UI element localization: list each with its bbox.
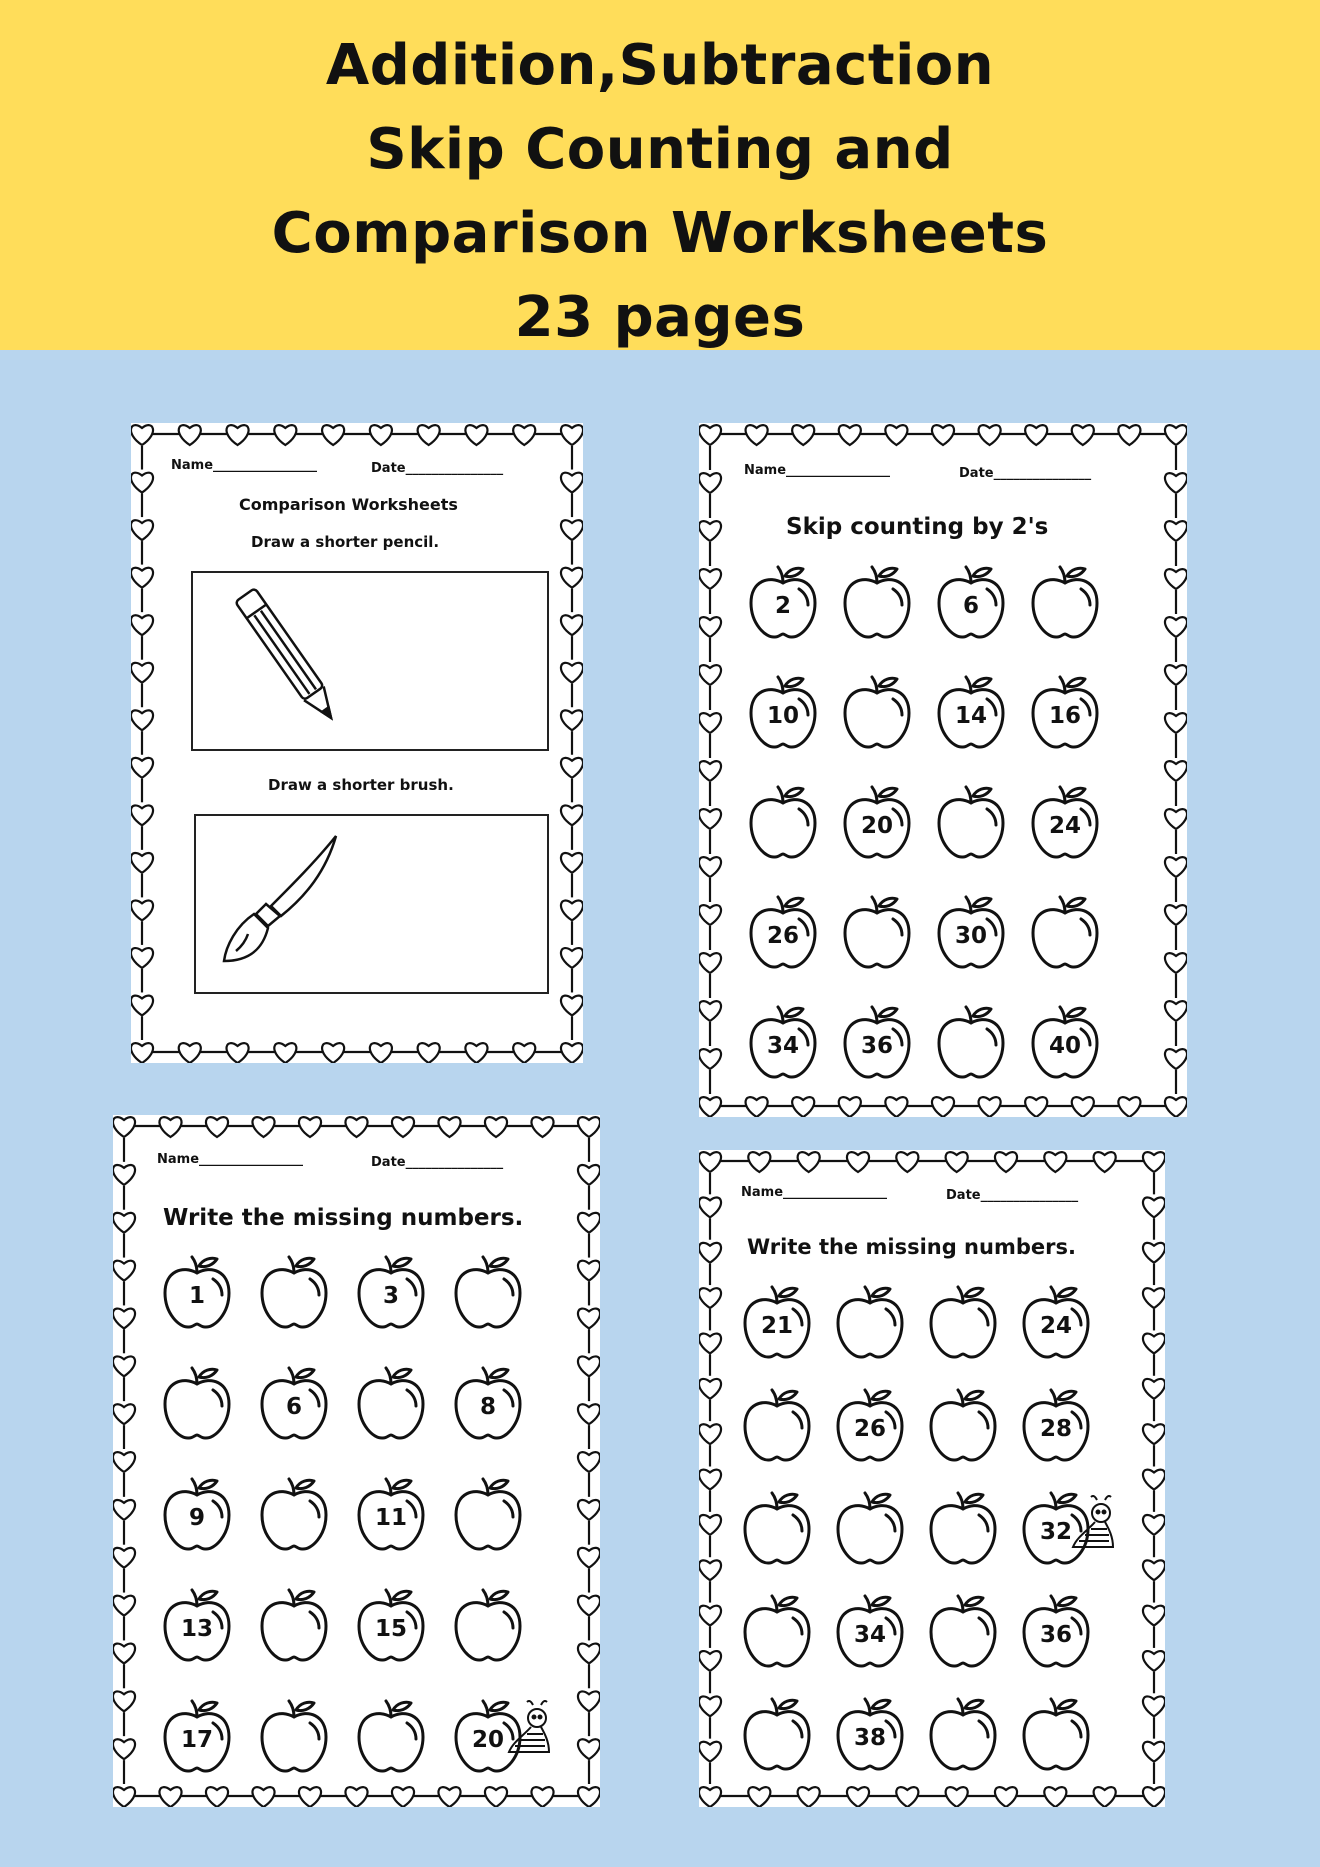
apple-number-cell[interactable] [927,1489,999,1567]
apple-number: 13 [180,1616,213,1642]
apple-number: 30 [954,923,987,949]
apple-number-cell[interactable] [355,1364,427,1442]
apple-number: 26 [766,923,799,949]
apple-number-cell[interactable] [1029,893,1101,971]
apple-icon [841,673,913,751]
apple-number: 36 [860,1033,893,1059]
apple-number-cell [834,1386,906,1464]
apple-icon [927,1489,999,1567]
apple-icon [1029,893,1101,971]
banner-line-1: Addition,Subtraction [325,33,995,98]
worksheet-title: Write the missing numbers. [163,1205,524,1231]
apple-number-cell [161,1697,233,1775]
date-label: Date_______________ [371,461,504,476]
apple-number-cell [747,563,819,641]
name-label: Name________________ [157,1152,304,1167]
apple-number-cell[interactable] [927,1592,999,1670]
apple-number: 1 [188,1283,205,1309]
worm-icon [1069,1495,1119,1559]
apple-number: 14 [954,703,987,729]
apple-number-cell[interactable] [741,1386,813,1464]
apple-number: 24 [1039,1313,1072,1339]
apple-number-cell [1029,673,1101,751]
date-label: Date_______________ [946,1188,1079,1203]
apple-number: 9 [188,1505,205,1531]
apple-icon [741,1386,813,1464]
apple-number-cell [747,673,819,751]
apple-icon [747,783,819,861]
apple-number-cell[interactable] [258,1475,330,1553]
apple-number-cell [1020,1386,1092,1464]
apple-icon [1029,563,1101,641]
apple-number-cell [747,893,819,971]
apple-number-cell [355,1253,427,1331]
apple-number: 36 [1039,1622,1072,1648]
apple-number: 3 [382,1283,399,1309]
apple-number-cell[interactable] [258,1586,330,1664]
apple-icon [258,1697,330,1775]
apple-number-cell[interactable] [741,1695,813,1773]
apple-number: 6 [962,593,979,619]
apple-icon [927,1283,999,1361]
apple-icon [741,1489,813,1567]
banner-line-4: 23 pages [514,285,806,350]
apple-number-cell[interactable] [935,1003,1007,1081]
apple-number-cell [1020,1592,1092,1670]
brush-drawing-box[interactable] [194,814,549,994]
apple-number-cell[interactable] [741,1592,813,1670]
missing-numbers-worksheet-2 [699,1150,1165,1807]
apple-icon [452,1475,524,1553]
apple-number-cell [841,1003,913,1081]
apple-number-cell[interactable] [927,1283,999,1361]
apple-number-cell[interactable] [161,1364,233,1442]
apple-number: 40 [1048,1033,1081,1059]
apple-icon [355,1364,427,1442]
name-label: Name________________ [171,458,318,473]
apple-number-cell [747,1003,819,1081]
apple-icon [258,1586,330,1664]
apple-number-cell[interactable] [927,1386,999,1464]
apple-number-cell[interactable] [841,563,913,641]
apple-number-cell[interactable] [452,1253,524,1331]
apple-number-cell [161,1253,233,1331]
apple-icon [927,1695,999,1773]
apple-number-cell [834,1695,906,1773]
apple-number: 38 [853,1725,886,1751]
apple-number: 20 [471,1727,504,1753]
apple-number-cell [935,893,1007,971]
apple-number-cell [1020,1283,1092,1361]
apple-number-cell[interactable] [741,1489,813,1567]
apple-number-cell[interactable] [841,893,913,971]
apple-number-cell [355,1475,427,1553]
apple-icon [927,1592,999,1670]
apple-icon [355,1697,427,1775]
apple-number: 11 [374,1505,407,1531]
apple-number: 24 [1048,813,1081,839]
apple-number-cell[interactable] [927,1695,999,1773]
apple-icon [1020,1695,1092,1773]
apple-icon [927,1386,999,1464]
apple-number-cell [1029,783,1101,861]
apple-number-cell [741,1283,813,1361]
name-label: Name________________ [744,463,891,478]
apple-number: 21 [760,1313,793,1339]
apple-icon [834,1283,906,1361]
apple-icon [841,893,913,971]
apple-number-cell[interactable] [834,1283,906,1361]
apple-number-cell[interactable] [747,783,819,861]
worksheet-title: Write the missing numbers. [747,1235,1076,1259]
apple-number: 15 [374,1616,407,1642]
apple-icon [452,1586,524,1664]
apple-icon [161,1364,233,1442]
apple-number-cell [161,1586,233,1664]
apple-number: 8 [479,1394,496,1420]
apple-number-cell [1029,1003,1101,1081]
apple-number-cell [355,1586,427,1664]
apple-number: 28 [1039,1416,1072,1442]
apple-number: 17 [180,1727,213,1753]
apple-number-cell[interactable] [1020,1695,1092,1773]
apple-number-cell [841,783,913,861]
banner-line-2: Skip Counting and [366,117,954,182]
apple-number-cell[interactable] [834,1489,906,1567]
apple-number-cell[interactable] [258,1253,330,1331]
apple-number: 16 [1048,703,1081,729]
apple-number: 34 [766,1033,799,1059]
apple-number: 20 [860,813,893,839]
apple-number: 34 [853,1622,886,1648]
apple-icon [935,783,1007,861]
apple-number-cell [161,1475,233,1553]
apple-number-cell[interactable] [452,1586,524,1664]
apple-number-cell [834,1592,906,1670]
apple-number-cell [935,673,1007,751]
apple-icon [741,1695,813,1773]
name-label: Name________________ [741,1185,888,1200]
apple-number: 2 [774,593,791,619]
banner-line-3: Comparison Worksheets [271,201,1049,266]
apple-icon [935,1003,1007,1081]
skip-counting-worksheet [699,423,1187,1117]
worksheet-title: Skip counting by 2's [786,514,1049,540]
apple-number-cell[interactable] [841,673,913,751]
apple-number-cell [452,1364,524,1442]
apple-number-cell [935,563,1007,641]
apple-number: 32 [1039,1519,1072,1545]
paintbrush-icon [196,816,547,992]
apple-icon [452,1253,524,1331]
apple-number-cell[interactable] [355,1697,427,1775]
apple-number: 26 [853,1416,886,1442]
comparison-worksheet [131,423,583,1063]
prompt-pencil: Draw a shorter pencil. [251,533,440,551]
worm-icon [505,1700,555,1764]
pencil-drawing-box[interactable] [191,571,549,751]
apple-number-cell[interactable] [452,1475,524,1553]
title-banner [0,0,1320,350]
apple-icon [258,1475,330,1553]
missing-numbers-worksheet-1 [113,1115,600,1807]
apple-number-cell[interactable] [1029,563,1101,641]
apple-icon [258,1253,330,1331]
apple-number: 10 [766,703,799,729]
date-label: Date_______________ [959,466,1092,481]
apple-number-cell [258,1364,330,1442]
apple-number-cell[interactable] [935,783,1007,861]
apple-icon [834,1489,906,1567]
apple-number: 6 [285,1394,302,1420]
prompt-brush: Draw a shorter brush. [268,776,454,794]
apple-icon [841,563,913,641]
pencil-icon [193,573,547,749]
apple-icon [741,1592,813,1670]
date-label: Date_______________ [371,1155,504,1170]
worksheet-title: Comparison Worksheets [239,495,458,514]
apple-number-cell[interactable] [258,1697,330,1775]
